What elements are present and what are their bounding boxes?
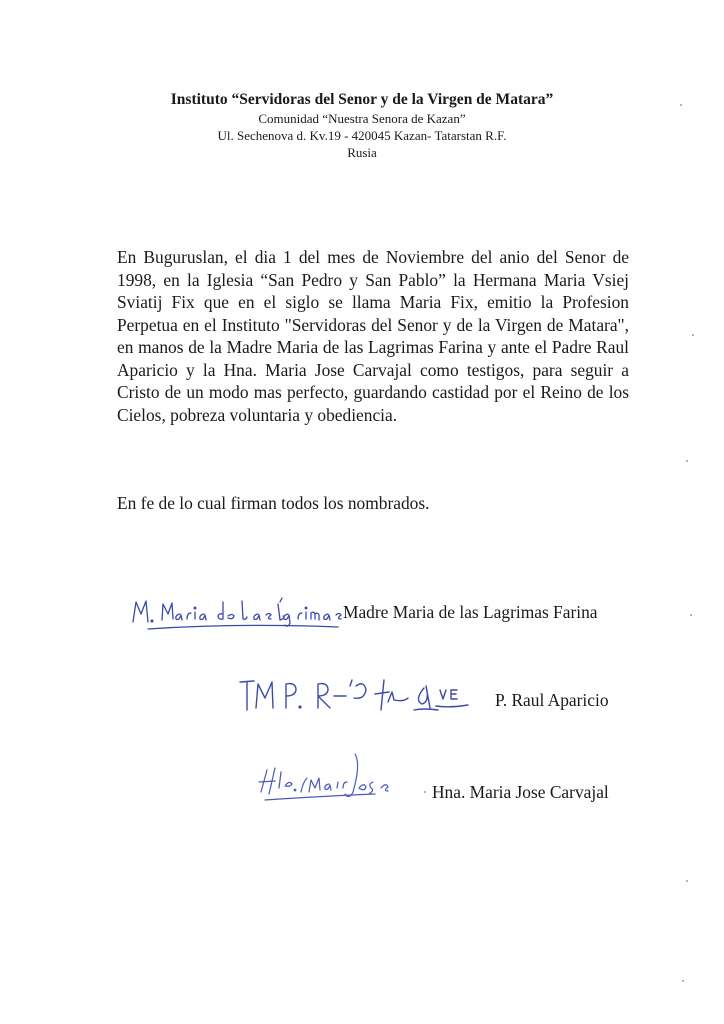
handwritten-signature-hermana xyxy=(255,748,405,806)
scan-speck xyxy=(692,334,694,336)
scan-speck xyxy=(682,980,684,982)
signatory-name-padre: P. Raul Aparicio xyxy=(495,690,609,710)
letterhead xyxy=(0,90,724,161)
scan-speck xyxy=(690,614,692,616)
letterhead-community: Comunidad “Nuestra Senora de Kazan” xyxy=(258,111,466,126)
scan-speck xyxy=(424,791,426,793)
closing-statement: En fe de lo cual firman todos los nombrados. xyxy=(117,493,430,513)
scan-speck xyxy=(686,460,688,462)
signatory-name-madre: Madre Maria de las Lagrimas Farina xyxy=(343,602,598,622)
scan-speck xyxy=(686,880,688,882)
signature-row-padre xyxy=(0,664,724,724)
signature-row-madre xyxy=(0,590,724,640)
signatory-name-hermana: Hna. Maria Jose Carvajal xyxy=(432,782,609,802)
letterhead-country: Rusia xyxy=(347,145,377,160)
handwritten-signature-padre xyxy=(236,668,476,718)
letterhead-address: Ul. Sechenova d. Kv.19 - 420045 Kazan- Tatarstan R.F. xyxy=(217,128,507,143)
profession-paragraph: En Buguruslan, el dia 1 del mes de Noviembre del anio del Senor de 1998, en la Iglesia “San Pedro y San Pablo” la Hermana Maria Vsiej Sviatij Fix que en el siglo se llama Maria Fix, emitio la Profesion Perpetua en el Instituto "Servidoras del Senor y de la Virgen de Matara", en manos de la Madre Maria de las Lagrimas Farina y ante el Padre Raul Aparicio y la Hna. Maria Jose Carvajal como testigos, para seguir a Cristo de un modo mas perfecto, guardando castidad por el Reino de los Cielos, pobreza voluntaria y obediencia. xyxy=(117,247,629,425)
signature-row-hermana xyxy=(0,746,724,806)
scan-speck xyxy=(680,104,682,106)
handwritten-signature-madre xyxy=(128,592,343,634)
letterhead-organization: Instituto “Servidoras del Senor y de la Virgen de Matara” xyxy=(170,91,554,108)
